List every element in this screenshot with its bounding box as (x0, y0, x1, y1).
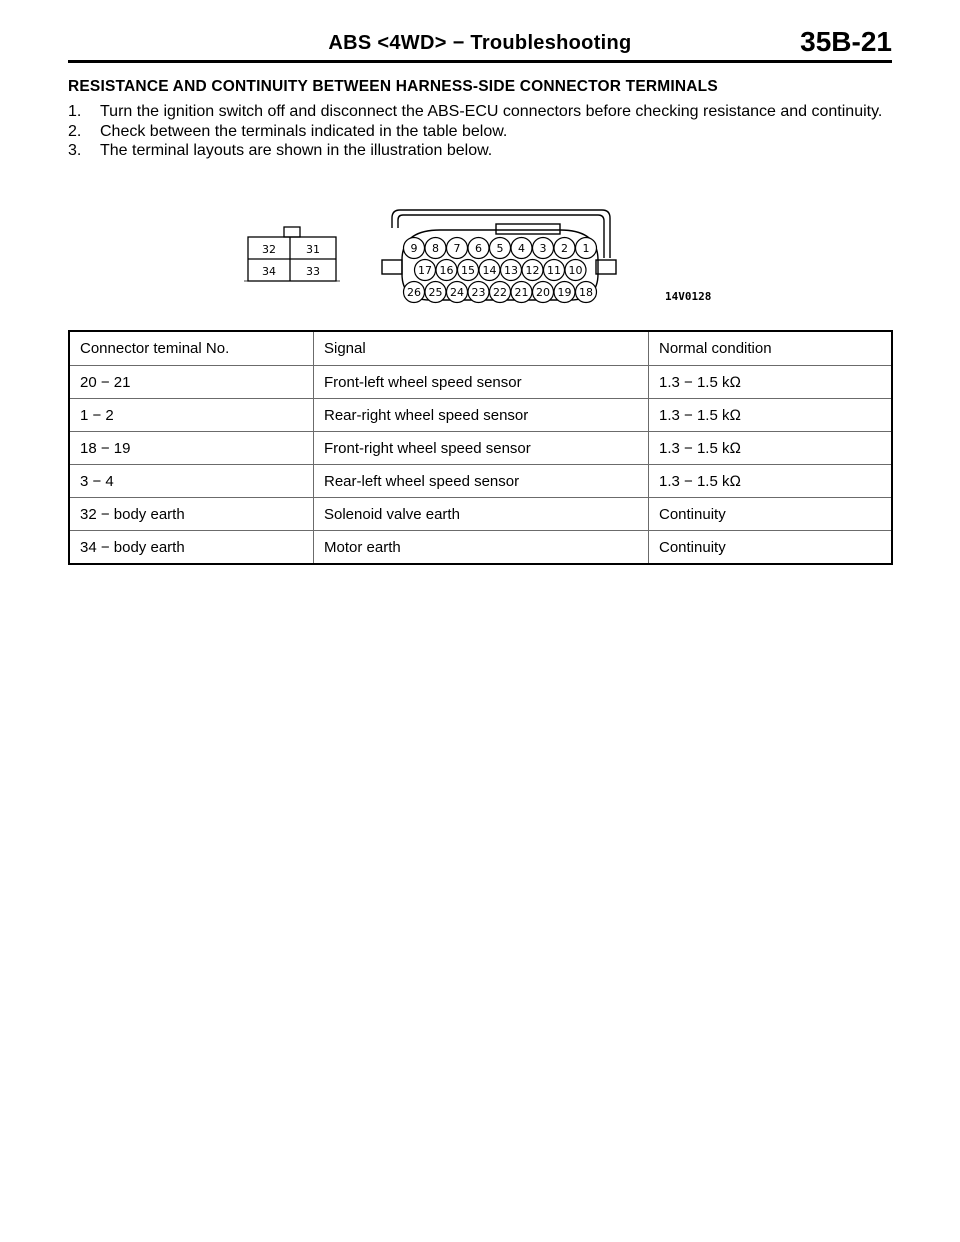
signal-cell: Rear-right wheel speed sensor (314, 399, 649, 432)
terminal-label: 24 (450, 286, 464, 299)
section-title: RESISTANCE AND CONTINUITY BETWEEN HARNESS-SIDE CONNECTOR TERMINALS (68, 78, 718, 95)
terminal-label: 15 (461, 264, 475, 277)
terminal-label: 4 (518, 242, 525, 255)
terminal-label: 25 (428, 286, 443, 299)
table-row (69, 432, 892, 465)
terminal-label: 34 (262, 265, 276, 278)
terminal-label: 17 (418, 264, 432, 277)
figure-code: 14V0128 (665, 290, 712, 303)
terminal-label: 6 (475, 242, 482, 255)
step-text: The terminal layouts are shown in the illustration below. (100, 142, 493, 159)
instruction-step (68, 102, 892, 122)
terminal-cell: 18 − 19 (69, 432, 314, 465)
step-number: 2. (68, 122, 82, 140)
terminal-cell: 3 − 4 (69, 465, 314, 498)
terminal-label: 8 (432, 242, 439, 255)
column-header: Normal condition (649, 331, 893, 366)
terminal-label: 2 (561, 242, 568, 255)
instruction-step (68, 122, 892, 142)
terminal-label: 23 (471, 286, 486, 299)
condition-cell: Continuity (649, 531, 893, 565)
terminal-label: 10 (568, 264, 583, 277)
terminal-label: 32 (262, 243, 276, 256)
column-header: Connector teminal No. (69, 331, 314, 366)
terminal-label: 19 (557, 286, 572, 299)
table-header-row (69, 331, 892, 366)
column-header: Signal (314, 331, 649, 366)
terminal-label: 31 (306, 243, 320, 256)
terminal-label: 20 (536, 286, 550, 299)
signal-cell: Rear-left wheel speed sensor (314, 465, 649, 498)
terminal-label: 1 (582, 242, 590, 255)
step-text: Turn the ignition switch off and disconnect the ABS-ECU connectors before checking resistance and continuity. (100, 103, 883, 120)
step-text: Check between the terminals indicated in the table below. (100, 122, 508, 140)
terminal-label: 26 (407, 286, 421, 299)
terminal-label: 7 (453, 242, 461, 255)
terminal-cell: 34 − body earth (69, 531, 314, 565)
terminal-check-table (68, 330, 893, 565)
table-row (69, 531, 892, 565)
condition-cell: Continuity (649, 498, 893, 531)
instruction-list (68, 102, 892, 161)
terminal-label: 33 (306, 265, 320, 278)
table-row (69, 498, 892, 531)
connector-diagram (240, 200, 740, 312)
signal-cell: Motor earth (314, 531, 649, 565)
signal-cell: Front-left wheel speed sensor (314, 366, 649, 399)
table-row (69, 399, 892, 432)
terminal-label: 13 (504, 264, 518, 277)
terminal-label: 14 (482, 264, 497, 277)
terminal-label: 3 (539, 242, 547, 255)
terminal-label: 22 (493, 286, 507, 299)
small-connector (244, 227, 340, 281)
page-title: ABS <4WD> − Troubleshooting (328, 32, 632, 54)
condition-cell: 1.3 − 1.5 kΩ (649, 399, 893, 432)
terminal-cell: 1 − 2 (69, 399, 314, 432)
connector-illustration (240, 200, 740, 312)
table-row (69, 366, 892, 399)
terminal-label: 9 (410, 242, 418, 255)
table-row (69, 465, 892, 498)
terminal-label: 5 (496, 242, 504, 255)
condition-cell: 1.3 − 1.5 kΩ (649, 465, 893, 498)
terminal-label: 21 (514, 286, 529, 299)
page-header (68, 26, 892, 63)
terminal-label: 16 (439, 264, 454, 277)
condition-cell: 1.3 − 1.5 kΩ (649, 432, 893, 465)
instruction-step (68, 141, 892, 161)
signal-cell: Front-right wheel speed sensor (314, 432, 649, 465)
terminal-cell: 32 − body earth (69, 498, 314, 531)
connector-pins (404, 238, 597, 303)
step-number: 3. (68, 142, 82, 159)
terminal-label: 18 (579, 286, 593, 299)
step-number: 1. (68, 103, 82, 120)
terminal-label: 12 (525, 264, 540, 277)
terminal-label: 11 (547, 264, 561, 277)
terminal-cell: 20 − 21 (69, 366, 314, 399)
page-number: 35B-21 (800, 26, 892, 57)
condition-cell: 1.3 − 1.5 kΩ (649, 366, 893, 399)
signal-cell: Solenoid valve earth (314, 498, 649, 531)
